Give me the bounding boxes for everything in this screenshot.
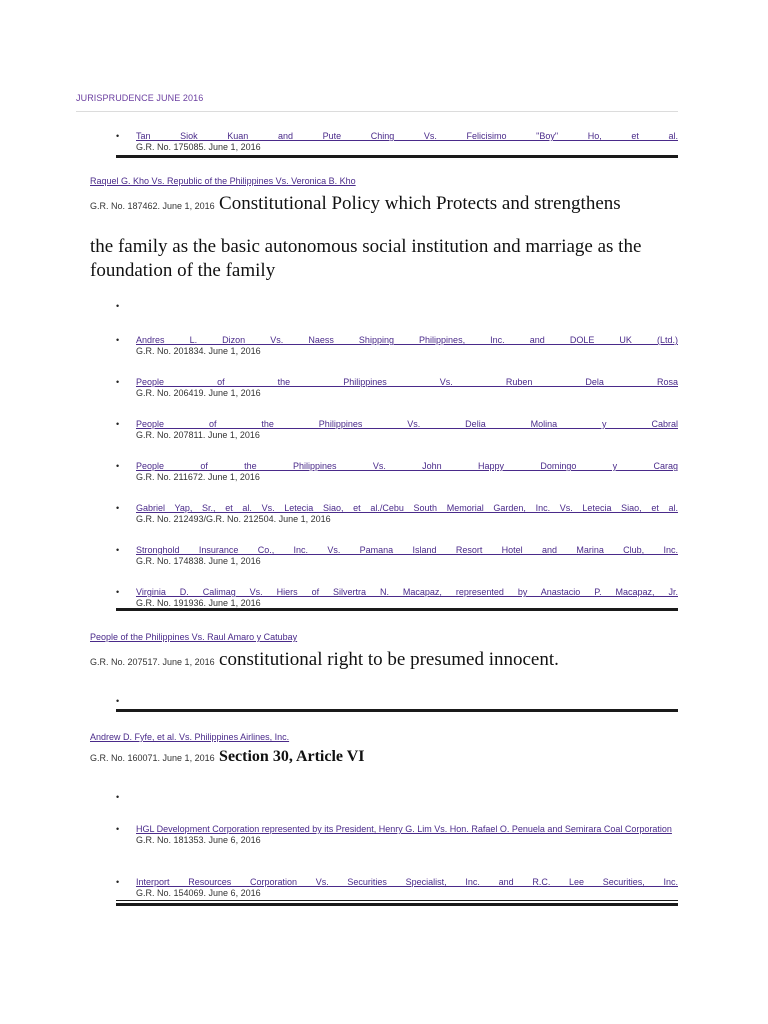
gr-number: G.R. No. 207517. June 1, 2016 <box>90 657 215 667</box>
header-divider <box>76 111 678 112</box>
bullet-glyph: • <box>116 824 120 834</box>
case-topic: Section 30, Article VI <box>219 748 365 765</box>
list-divider <box>116 900 678 901</box>
list-divider <box>116 709 678 712</box>
case-link[interactable]: Gabriel Yap, Sr., et al. Vs. Letecia Siao, et al./Cebu South Memorial Garden, Inc. Vs. Letecia Siao, et al. <box>136 503 678 513</box>
gr-number: G.R. No. 187462. June 1, 2016 <box>90 201 215 211</box>
gr-number: G.R. No. 174838. June 1, 2016 <box>136 556 261 566</box>
list-divider <box>116 155 678 158</box>
case-link[interactable]: People of the Philippines Vs. Ruben Dela Rosa <box>136 377 678 387</box>
case-link[interactable]: People of the Philippines Vs. Raul Amaro y Catubay <box>90 632 298 642</box>
bullet-glyph: • <box>116 461 120 471</box>
empty-bullet: • <box>116 792 120 802</box>
case-link[interactable]: Andres L. Dizon Vs. Naess Shipping Philippines, Inc. and DOLE UK (Ltd.) <box>136 335 678 345</box>
case-link[interactable]: People of the Philippines Vs. John Happy Domingo y Carag <box>136 461 678 471</box>
gr-number: G.R. No. 191936. June 1, 2016 <box>136 598 261 608</box>
header-date: JUNE 2016 <box>156 93 204 103</box>
case-topic-line <box>90 748 690 766</box>
gr-number: G.R. No. 211672. June 1, 2016 <box>136 472 260 482</box>
case-topic: constitutional right to be presumed innocent. <box>219 649 559 670</box>
empty-bullet: • <box>116 696 120 706</box>
case-link[interactable]: Andrew D. Fyfe, et al. Vs. Philippines Airlines, Inc. <box>90 732 290 742</box>
list-divider <box>116 903 678 906</box>
case-link[interactable]: Virginia D. Calimag Vs. Hiers of Silvertra N. Macapaz, represented by Anastacio P. Macapaz, Jr. <box>136 587 678 597</box>
page-header <box>76 93 203 103</box>
gr-number: G.R. No. 160071. June 1, 2016 <box>90 753 215 763</box>
case-link[interactable]: HGL Development Corporation represented by its President, Henry G. Lim Vs. Hon. Rafael O. Penuela and Semirara Coal Corporation <box>136 824 672 834</box>
case-link[interactable]: Stronghold Insurance Co., Inc. Vs. Pamana Island Resort Hotel and Marina Club, Inc. <box>136 545 678 555</box>
bullet-glyph: • <box>116 877 120 887</box>
bullet-glyph: • <box>116 419 120 429</box>
gr-number: G.R. No. 201834. June 1, 2016 <box>136 346 261 356</box>
gr-number: G.R. No. 175085. June 1, 2016 <box>136 142 261 152</box>
gr-number: G.R. No. 154069. June 6, 2016 <box>136 888 261 898</box>
case-link[interactable]: Interport Resources Corporation Vs. Securities Specialist, Inc. and R.C. Lee Securities, Inc. <box>136 877 678 887</box>
bullet-glyph: • <box>116 131 120 141</box>
gr-number: G.R. No. 181353. June 6, 2016 <box>136 835 261 845</box>
list-divider <box>116 608 678 611</box>
gr-number: G.R. No. 212493/G.R. No. 212504. June 1, 2016 <box>136 514 331 524</box>
bullet-glyph: • <box>116 587 120 597</box>
empty-bullet: • <box>116 301 120 311</box>
bullet-glyph: • <box>116 377 120 387</box>
gr-number: G.R. No. 207811. June 1, 2016 <box>136 430 260 440</box>
bullet-glyph: • <box>116 503 120 513</box>
case-topic: Constitutional Policy which Protects and strengthens <box>219 193 621 214</box>
bullet-glyph: • <box>116 335 120 345</box>
gr-number: G.R. No. 206419. June 1, 2016 <box>136 388 261 398</box>
header-brand[interactable]: JURISPRUDENCE <box>76 93 154 103</box>
case-link[interactable]: Tan Siok Kuan and Pute Ching Vs. Felicisimo "Boy" Ho, et al. <box>136 131 678 141</box>
case-topic-line <box>90 193 690 215</box>
case-link[interactable]: People of the Philippines Vs. Delia Molina y Cabral <box>136 419 678 429</box>
case-link[interactable]: Raquel G. Kho Vs. Republic of the Philippines Vs. Veronica B. Kho <box>90 176 356 186</box>
case-topic-continued: the family as the basic autonomous social institution and marriage as the foundation of the family <box>90 236 642 281</box>
case-topic-line <box>90 649 690 671</box>
bullet-glyph: • <box>116 545 120 555</box>
